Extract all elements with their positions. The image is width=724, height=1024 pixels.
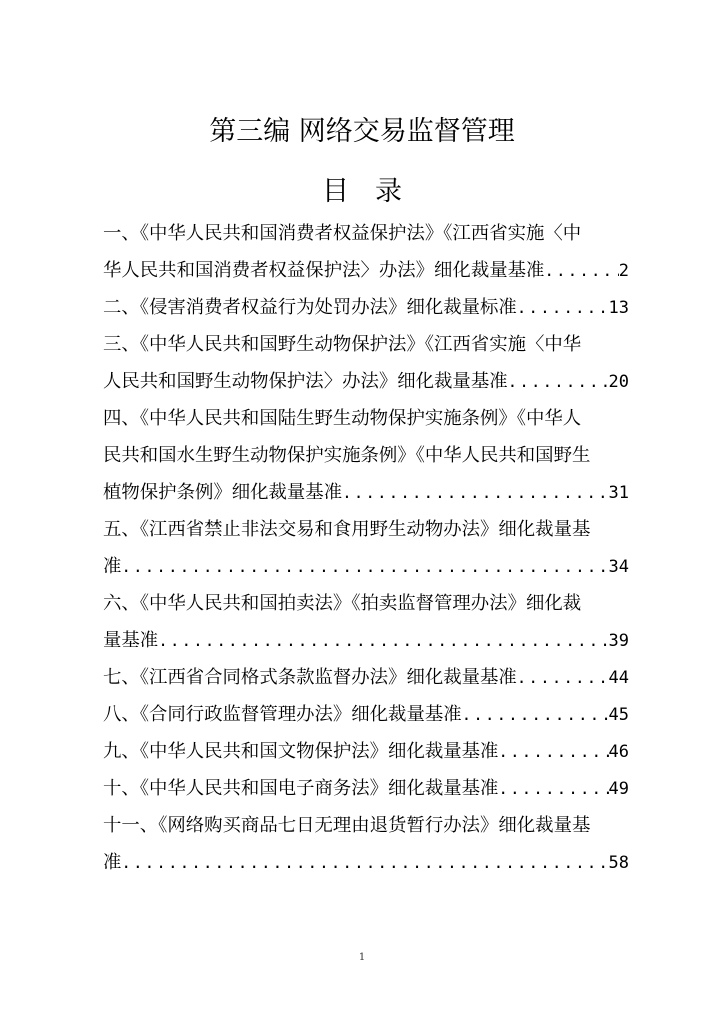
toc-entry[interactable] (103, 585, 629, 659)
toc-entry-text: 九、《中华人民共和国文物保护法》细化裁量基准 (103, 741, 499, 762)
toc-page-number: 13 (608, 298, 629, 318)
toc-entry-line (103, 511, 629, 548)
toc-entry-text: 十一、《网络购买商品七日无理由退货暂行办法》细化裁量基 (103, 815, 591, 836)
toc-page-number: 39 (608, 631, 629, 651)
page-number: 1 (358, 952, 366, 963)
toc-entry-line (103, 696, 629, 733)
toc-page-number: 45 (608, 705, 629, 725)
toc-entry-text: 七、《江西省合同格式条款监督办法》细化裁量基准 (103, 667, 517, 688)
toc-entry-line (103, 844, 629, 881)
dot-leader (498, 770, 608, 807)
toc-page-number: 44 (608, 668, 629, 688)
toc-entry[interactable] (103, 326, 629, 400)
toc-entry[interactable] (103, 511, 629, 585)
toc-entry-text: 三、《中华人民共和国野生动物保护法》《江西省实施〈中华 (103, 334, 582, 355)
toc-entry-text: 一、《中华人民共和国消费者权益保护法》《江西省实施〈中 (103, 223, 582, 244)
toc-entry[interactable] (103, 215, 629, 289)
toc-entry-line (103, 622, 629, 659)
toc-entry-text: 四、《中华人民共和国陆生野生动物保护实施条例》《中华人 (103, 408, 582, 429)
toc-page-number: 46 (608, 742, 629, 762)
toc-entry-text: 准 (103, 556, 122, 577)
dot-leader (462, 696, 609, 733)
toc-entry-line (103, 474, 629, 511)
toc-entry-line (103, 770, 629, 807)
toc-entry-line (103, 807, 629, 844)
toc-entry-text: 十、《中华人民共和国电子商务法》细化裁量基准 (103, 778, 499, 799)
dot-leader (498, 733, 608, 770)
toc-entry-text: 量基准 (103, 630, 159, 651)
dot-leader (342, 474, 608, 511)
toc-entry-text: 二、《侵害消费者权益行为处罚办法》细化裁量标准 (103, 297, 517, 318)
toc-entry-line (103, 548, 629, 585)
toc-entry-text: 民共和国水生野生动物保护实施条例》《中华人民共和国野生 (103, 445, 591, 466)
toc-page-number: 34 (608, 557, 629, 577)
dot-leader (517, 289, 609, 326)
toc-entry-line (103, 289, 629, 326)
toc-entry[interactable] (103, 770, 629, 807)
toc-entry-line (103, 252, 629, 289)
toc-entry-line (103, 400, 629, 437)
section-title: 第三编 网络交易监督管理 (209, 116, 515, 147)
toc-entry-text: 准 (103, 852, 122, 873)
toc-entry[interactable] (103, 659, 629, 696)
toc-entry-line (103, 733, 629, 770)
toc-entry-text: 五、《江西省禁止非法交易和食用野生动物办法》细化裁量基 (103, 519, 591, 540)
dot-leader (508, 363, 609, 400)
toc-entry[interactable] (103, 289, 629, 326)
toc-entry-line (103, 585, 629, 622)
toc-entry-text: 华人民共和国消费者权益保护法〉办法》细化裁量基准 (103, 260, 545, 281)
toc-entry-line (103, 326, 629, 363)
toc-page-number: 58 (608, 853, 629, 873)
toc-entry-line (103, 215, 629, 252)
toc-page-number: 20 (608, 372, 629, 392)
table-of-contents (103, 215, 629, 881)
toc-entry-text: 植物保护条例》细化裁量基准 (103, 482, 343, 503)
toc-entry-line (103, 659, 629, 696)
toc-entry-line (103, 363, 629, 400)
toc-entry-text: 人民共和国野生动物保护法〉办法》细化裁量基准 (103, 371, 508, 392)
toc-entry-text: 八、《合同行政监督管理办法》细化裁量基准 (103, 704, 462, 725)
dot-leader (517, 659, 609, 696)
toc-page-number: 49 (608, 779, 629, 799)
toc-page-number: 2 (618, 261, 629, 281)
dot-leader (158, 622, 608, 659)
dot-leader (544, 252, 618, 289)
toc-entry-text: 六、《中华人民共和国拍卖法》《拍卖监督管理办法》细化裁 (103, 593, 582, 614)
toc-entry-line (103, 437, 629, 474)
toc-page-number: 31 (608, 483, 629, 503)
toc-entry[interactable] (103, 733, 629, 770)
toc-entry[interactable] (103, 807, 629, 881)
dot-leader (121, 548, 608, 585)
toc-entry[interactable] (103, 400, 629, 511)
toc-entry[interactable] (103, 696, 629, 733)
toc-heading: 目录 (322, 176, 428, 207)
dot-leader (121, 844, 608, 881)
